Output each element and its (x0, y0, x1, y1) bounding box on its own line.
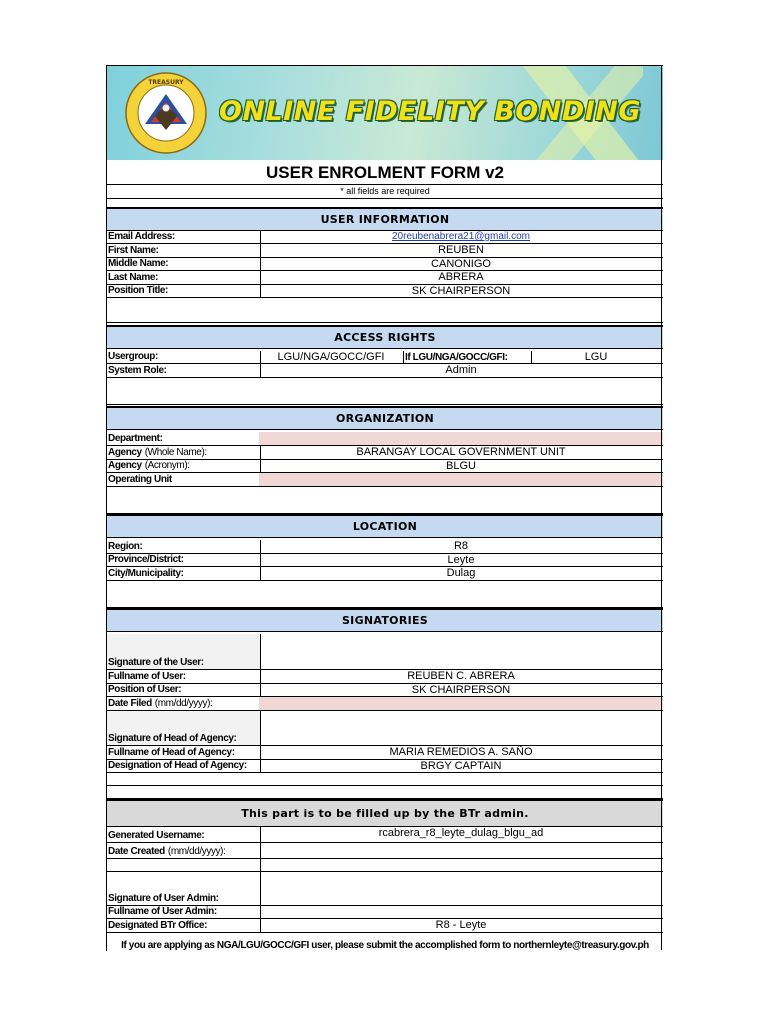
department-field[interactable] (259, 432, 663, 445)
province-label: Province/District: (107, 554, 261, 566)
row-generated-username (107, 827, 663, 843)
signature-user-label: Signature of the User: (107, 634, 261, 669)
signature-admin-field[interactable] (259, 872, 663, 905)
section-location: LOCATION (107, 514, 663, 538)
row-middle-name (107, 258, 663, 271)
position-title-label: Position Title: (107, 285, 261, 297)
designation-head-field[interactable]: BRGY CAPTAIN (420, 760, 502, 772)
email-field[interactable]: 20reubenabrera21@gmail.com (391, 231, 530, 242)
city-field[interactable]: Dulag (446, 567, 476, 579)
section-signatories: SIGNATORIES (107, 608, 663, 632)
row-fullname-head (107, 746, 663, 760)
row-fullname-user (107, 670, 663, 684)
system-role-label: System Role: (107, 364, 261, 377)
agency-acronym-hint: (Acronym): (144, 460, 190, 471)
row-blank (107, 859, 663, 872)
agency-whole-label (107, 446, 261, 459)
fullname-admin-field[interactable] (259, 906, 663, 918)
row-first-name (107, 244, 663, 258)
fullname-user-field[interactable]: REUBEN C. ABRERA (407, 670, 515, 682)
signature-head-label: Signature of Head of Agency: (107, 711, 261, 745)
last-name-label: Last Name: (107, 271, 261, 284)
agency-whole-label-text: Agency (108, 447, 142, 458)
date-created-hint: (mm/dd/yyyy): (167, 846, 226, 857)
btr-office-label: Designated BTr Office: (107, 919, 261, 932)
agency-acronym-field[interactable]: BLGU (446, 460, 476, 472)
row-btr-office (107, 919, 663, 933)
date-filed-hint: (mm/dd/yyyy): (154, 698, 213, 709)
generated-username-label: Generated Username: (107, 827, 261, 842)
row-city (107, 567, 663, 581)
row-email (107, 231, 663, 244)
form-subtitle: * all fields are required (107, 185, 663, 199)
usergroup-label: Usergroup: (107, 351, 261, 363)
generated-username-field[interactable]: rcabrera_r8_leyte_dulag_blgu_ad (378, 827, 544, 839)
row-position-title (107, 285, 663, 298)
signature-admin-label: Signature of User Admin: (107, 872, 261, 905)
section-user-information: USER INFORMATION (107, 207, 663, 231)
row-operating-unit (107, 473, 663, 487)
row-usergroup (107, 351, 663, 364)
agency-acronym-label (107, 460, 261, 472)
email-label: Email Address: (107, 231, 261, 243)
designation-head-label: Designation of Head of Agency: (107, 760, 261, 772)
first-name-field[interactable]: REUBEN (438, 244, 484, 256)
position-title-field[interactable]: SK CHAIRPERSON (411, 285, 511, 297)
row-department (107, 432, 663, 446)
date-created-label-text: Date Created (108, 846, 165, 857)
position-user-field[interactable]: SK CHAIRPERSON (411, 684, 511, 696)
agency-whole-field[interactable]: BARANGAY LOCAL GOVERNMENT UNIT (356, 446, 566, 458)
row-date-created (107, 843, 663, 859)
spacer (107, 581, 663, 608)
section-organization: ORGANIZATION (107, 406, 663, 430)
fullname-admin-label: Fullname of User Admin: (107, 906, 261, 918)
first-name-label: First Name: (107, 244, 261, 257)
signature-user-field[interactable] (259, 634, 663, 669)
middle-name-field[interactable]: CANONIGO (431, 258, 491, 270)
fullname-head-field[interactable]: MARIA REMEDIOS A. SAÑO (389, 746, 533, 758)
form-title: USER ENROLMENT FORM v2 (107, 160, 663, 185)
treasury-seal-icon (125, 72, 207, 154)
enrolment-form-sheet (106, 65, 663, 951)
row-signature-user (107, 634, 663, 670)
date-created-field[interactable] (259, 843, 663, 858)
svg-text:TREASURY: TREASURY (148, 79, 184, 86)
section-admin: This part is to be filled up by the BTr admin. (107, 799, 663, 827)
row-region (107, 540, 663, 554)
sheet-right-border (661, 65, 662, 950)
row-last-name (107, 271, 663, 285)
row-position-user (107, 684, 663, 697)
footer-note: If you are applying as NGA/LGU/GOCC/GFI user, please submit the accomplished form to northernleyte@treasury.gov.ph (121, 940, 649, 951)
row-signature-admin (107, 872, 663, 906)
spacer (107, 487, 663, 514)
row-signature-head (107, 711, 663, 746)
section-access-rights: ACCESS RIGHTS (107, 325, 663, 349)
row-agency-whole (107, 446, 663, 460)
position-user-label: Position of User: (107, 684, 261, 696)
row-designation-head (107, 760, 663, 773)
spacer (107, 378, 663, 405)
signature-head-field[interactable] (259, 711, 663, 745)
region-field[interactable]: R8 (453, 540, 469, 552)
city-label: City/Municipality: (107, 567, 261, 580)
row-province (107, 554, 663, 567)
system-role-select[interactable]: Admin (445, 364, 477, 376)
spacer (107, 786, 663, 799)
date-created-label (107, 843, 261, 858)
usergroup-type-select[interactable]: LGU (584, 351, 608, 363)
operating-unit-label: Operating Unit (107, 473, 261, 486)
fullname-head-label: Fullname of Head of Agency: (107, 746, 261, 759)
middle-name-label: Middle Name: (107, 258, 261, 270)
date-filed-label (107, 697, 261, 710)
agency-acronym-label-text: Agency (108, 460, 142, 471)
agency-whole-hint: (Whole Name): (144, 447, 207, 458)
fullname-user-label: Fullname of User: (107, 670, 261, 683)
last-name-field[interactable]: ABRERA (438, 271, 484, 283)
row-agency-acronym (107, 460, 663, 473)
usergroup-select[interactable]: LGU/NGA/GOCC/GFI (259, 351, 404, 363)
spacer (107, 298, 663, 323)
banner-title: ONLINE FIDELITY BONDING (219, 96, 642, 127)
usergroup-type-label: If LGU/NGA/GOCC/GFI: (403, 351, 532, 363)
operating-unit-field[interactable] (259, 473, 663, 486)
date-filed-label-text: Date Filed (108, 698, 152, 709)
btr-office-field[interactable]: R8 - Leyte (435, 919, 487, 931)
spacer (107, 773, 663, 786)
province-field[interactable]: Leyte (447, 554, 475, 566)
department-label: Department: (107, 432, 261, 445)
row-fullname-admin (107, 906, 663, 919)
row-date-filed (107, 697, 663, 711)
region-label: Region: (107, 540, 261, 553)
row-system-role (107, 364, 663, 378)
date-filed-field[interactable] (259, 697, 663, 710)
blank-label (107, 859, 261, 871)
banner (107, 66, 663, 160)
